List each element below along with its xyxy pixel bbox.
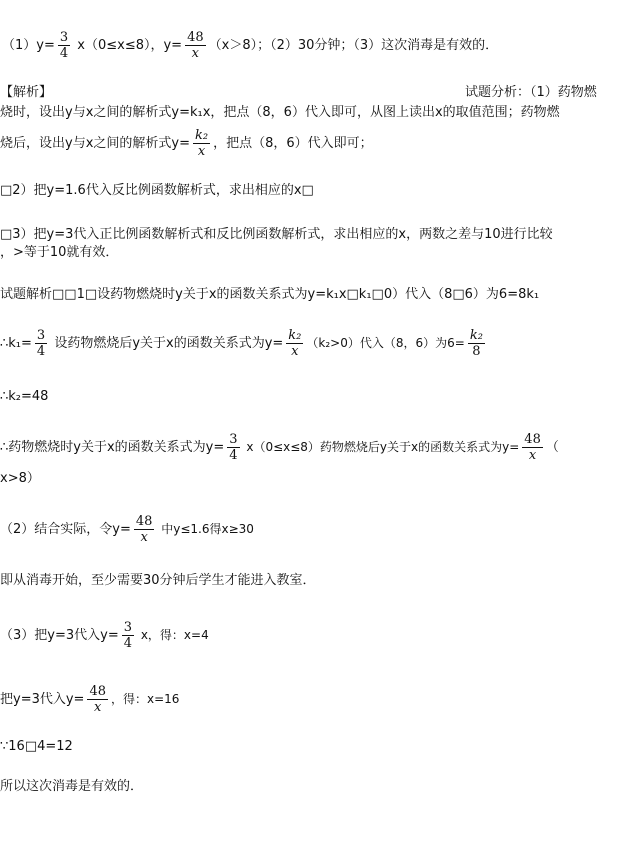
solution-line: 把y=3代入y= $\frac{48}{x}$ ，得：x=16	[0, 684, 180, 715]
solution-line: x>8）	[0, 471, 40, 486]
analysis-line: □2）把y=1.6代入反比例函数解析式，求出相应的x□	[0, 183, 314, 198]
answer-text: （x＞8）；（2）30分钟；（3）这次消毒是有效的．	[208, 38, 499, 53]
analysis-intro: 试题分析：（1）药物燃	[465, 85, 597, 100]
answer-line	[2, 30, 498, 61]
solution-line: ∴k₁= $\frac{3}{4}$ 设药物燃烧后y关于x的函数关系式为y= $\frac{\text{k₂}}{x}$ （k₂>0）代入（8，6）为6= $\frac{\text{k₂}}{8}$	[0, 328, 483, 359]
fraction: $\frac{48}{x}$	[89, 684, 106, 715]
analysis-line: 烧后，设出y与x之间的解析式y= $\frac{\text{k₂}}{x}$ ，把点（8，6）代入即可；	[0, 128, 373, 159]
solution-line: ∴k₂=48	[0, 389, 49, 404]
answer-text: x（0≤x≤8），y=	[73, 38, 183, 53]
fraction: $\frac{48}{x}$	[187, 30, 204, 61]
fraction: $\frac{48}{x}$	[524, 432, 541, 463]
solution-line: ∴药物燃烧时y关于x的函数关系式为y= $\frac{3}{4}$ x（0≤x≤8）药物燃烧后y关于x的函数关系式为y= $\frac{48}{x}$ （	[0, 432, 559, 463]
analysis-line: □3）把y=3代入正比例函数解析式和反比例函数解析式，求出相应的x，两数之差与10进行比较	[0, 227, 553, 242]
fraction: $\frac{\text{k₂}}{x}$	[288, 328, 302, 359]
solution-line: （3）把y=3代入y= $\frac{3}{4}$ x，得：x=4	[0, 620, 209, 651]
fraction: $\frac{\text{k₂}}{8}$	[469, 328, 483, 359]
solution-line: ∵16□4=12	[0, 739, 73, 754]
solution-line: 即从消毒开始，至少需要30分钟后学生才能进入教室．	[0, 573, 316, 588]
analysis-heading: 【解析】	[0, 85, 53, 100]
analysis-line: 烧时，设出y与x之间的解析式y=k₁x，把点（8，6）代入即可，从图上读出x的取值范围；药物燃	[0, 105, 560, 120]
fraction: $\frac{3}{4}$	[59, 30, 69, 61]
solution-line: 所以这次消毒是有效的．	[0, 779, 144, 794]
fraction: $\frac{\text{k₂}}{x}$	[194, 128, 209, 159]
solution-line: 试题解析□□1□设药物燃烧时y关于x的函数关系式为y=k₁x□k₁□0）代入（8□6）为6=8k₁	[0, 287, 540, 302]
solution-line: （2）结合实际，令y= $\frac{48}{x}$ 中y≤1.6得x≥30	[0, 514, 254, 545]
answer-text: （1）y=	[2, 38, 55, 53]
fraction: $\frac{48}{x}$	[135, 514, 153, 545]
fraction: $\frac{3}{4}$	[123, 620, 132, 651]
fraction: $\frac{3}{4}$	[36, 328, 46, 359]
analysis-line: ，>等于10就有效．	[0, 245, 119, 260]
fraction: $\frac{3}{4}$	[229, 432, 238, 463]
